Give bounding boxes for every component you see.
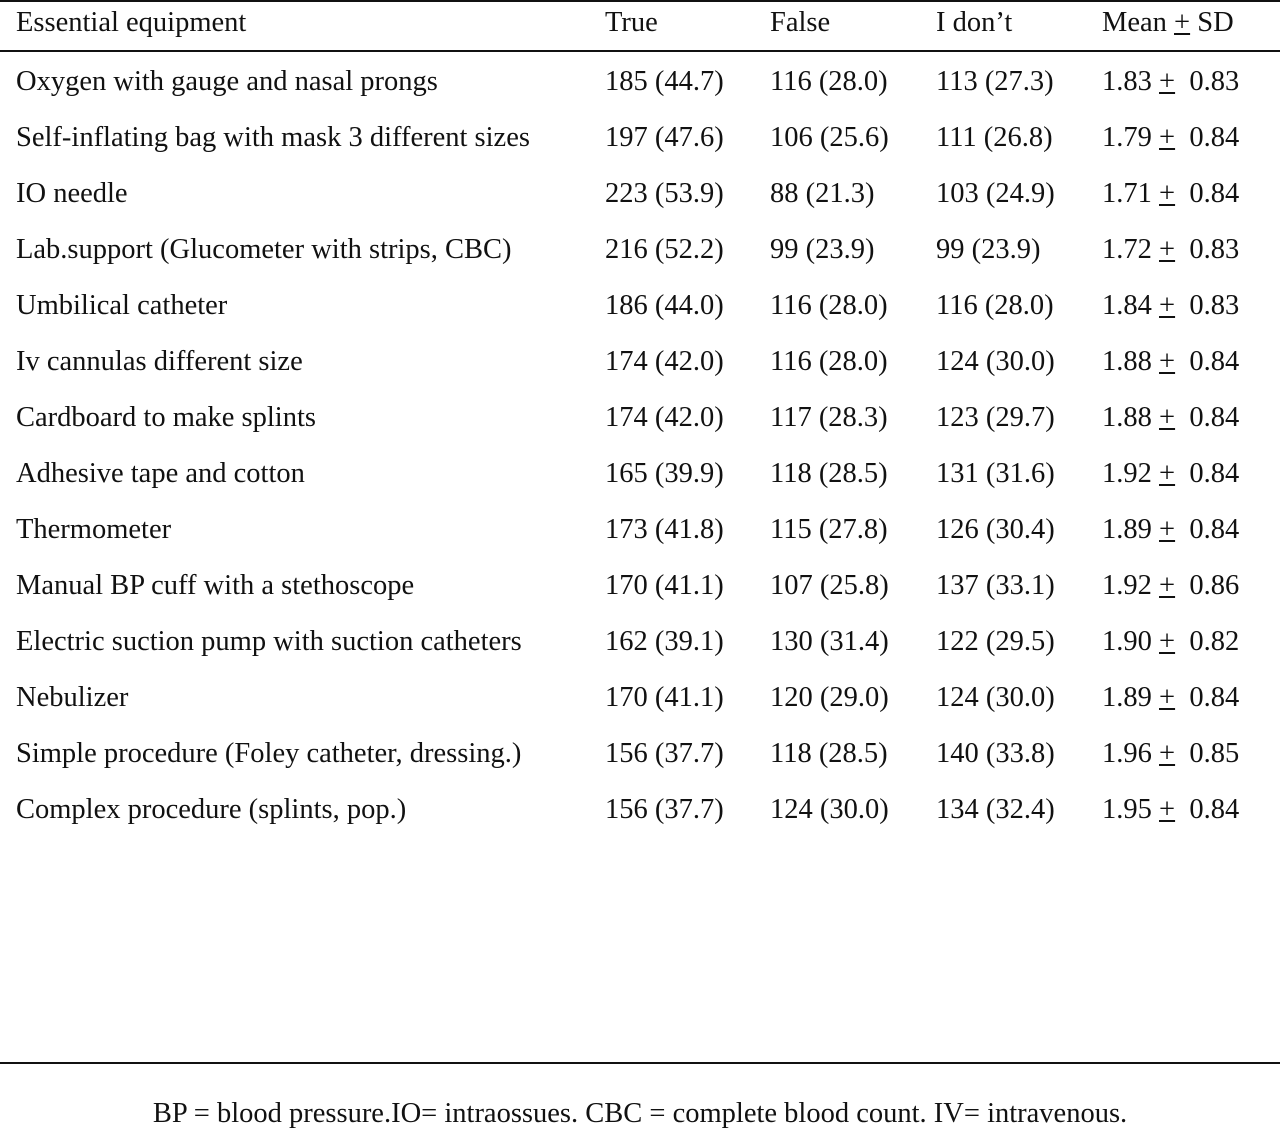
dont-know-cell: 131 (31.6) xyxy=(936,458,1055,489)
true-cell: 216 (52.2) xyxy=(605,234,724,265)
table-row xyxy=(0,726,1280,782)
header-true: True xyxy=(605,7,658,38)
table-row xyxy=(0,446,1280,502)
false-cell: 118 (28.5) xyxy=(770,738,888,769)
true-cell: 156 (37.7) xyxy=(605,738,724,769)
header-mean-sd xyxy=(1084,0,1280,50)
mean-sd-cell xyxy=(1084,390,1280,446)
mean-sd-cell xyxy=(1084,502,1280,558)
false-cell: 115 (27.8) xyxy=(770,514,888,545)
plus-minus-sign: + xyxy=(1159,402,1176,433)
equipment-label: IO needle xyxy=(16,178,128,209)
mean-sd-cell xyxy=(1084,782,1280,838)
table-row xyxy=(0,502,1280,558)
equipment-label: Cardboard to make splints xyxy=(16,402,316,433)
mean-sd-cell xyxy=(1084,446,1280,502)
equipment-cell xyxy=(0,166,588,222)
dont-know-cell: 140 (33.8) xyxy=(936,738,1055,769)
dont-know-cell: 123 (29.7) xyxy=(936,402,1055,433)
mean-value: 1.88 xyxy=(1102,346,1152,377)
true-cell: 174 (42.0) xyxy=(605,346,724,377)
equipment-label: Umbilical catheter xyxy=(16,290,228,321)
plus-minus-sign: + xyxy=(1159,346,1176,377)
header-essential-equipment: Essential equipment xyxy=(16,7,247,38)
sd-value: 0.84 xyxy=(1189,682,1240,713)
mean-value: 1.92 xyxy=(1102,458,1152,489)
true-cell: 223 (53.9) xyxy=(605,178,724,209)
mean-value: 1.92 xyxy=(1102,570,1152,601)
plus-minus-sign: + xyxy=(1159,66,1176,97)
dont-know-cell: 116 (28.0) xyxy=(936,290,1054,321)
false-cell: 124 (30.0) xyxy=(770,794,889,825)
table-footnote: BP = blood pressure.IO= intraossues. CBC = complete blood count. IV= intravenous. xyxy=(152,1098,1128,1129)
header-mean: Mean xyxy=(1102,7,1167,38)
equipment-cell xyxy=(0,502,588,558)
sd-value: 0.83 xyxy=(1189,234,1240,265)
sd-value: 0.86 xyxy=(1189,570,1240,601)
sd-value: 0.84 xyxy=(1189,514,1240,545)
table-row xyxy=(0,166,1280,222)
true-cell: 156 (37.7) xyxy=(605,794,724,825)
mean-sd-cell xyxy=(1084,278,1280,334)
equipment-cell xyxy=(0,558,588,614)
equipment-cell xyxy=(0,726,588,782)
header-false: False xyxy=(770,7,831,38)
mean-sd-cell xyxy=(1084,558,1280,614)
mean-value: 1.84 xyxy=(1102,290,1152,321)
mean-value: 1.89 xyxy=(1102,514,1152,545)
equipment-cell xyxy=(0,670,588,726)
table-bottom-rule xyxy=(0,1062,1280,1064)
mean-value: 1.90 xyxy=(1102,626,1152,657)
header-dont-know: I don’t xyxy=(936,7,1013,38)
false-cell: 88 (21.3) xyxy=(770,178,875,209)
dont-know-cell: 134 (32.4) xyxy=(936,794,1055,825)
mean-sd-cell xyxy=(1084,110,1280,166)
false-cell: 107 (25.8) xyxy=(770,570,889,601)
equipment-cell xyxy=(0,278,588,334)
plus-minus-sign: + xyxy=(1159,122,1176,153)
true-cell: 173 (41.8) xyxy=(605,514,724,545)
equipment-label: Simple procedure (Foley catheter, dressing.) xyxy=(16,738,522,769)
mean-value: 1.71 xyxy=(1102,178,1152,209)
false-cell: 106 (25.6) xyxy=(770,122,889,153)
equipment-label: Thermometer xyxy=(16,514,172,545)
mean-value: 1.72 xyxy=(1102,234,1152,265)
equipment-cell xyxy=(0,334,588,390)
plus-minus-sign: + xyxy=(1159,514,1176,545)
plus-minus-sign: + xyxy=(1159,458,1176,489)
mean-value: 1.89 xyxy=(1102,682,1152,713)
equipment-cell xyxy=(0,50,588,110)
table-row xyxy=(0,110,1280,166)
plus-minus-sign: + xyxy=(1159,178,1176,209)
sd-value: 0.85 xyxy=(1189,738,1240,769)
false-cell: 116 (28.0) xyxy=(770,290,888,321)
sd-value: 0.84 xyxy=(1189,458,1240,489)
sd-value: 0.83 xyxy=(1189,66,1240,97)
header-plus-minus: + xyxy=(1174,7,1191,38)
dont-know-cell: 113 (27.3) xyxy=(936,66,1054,97)
dont-know-cell: 99 (23.9) xyxy=(936,234,1041,265)
dont-know-cell: 124 (30.0) xyxy=(936,682,1055,713)
equipment-label: Electric suction pump with suction catheters xyxy=(16,626,522,657)
mean-value: 1.88 xyxy=(1102,402,1152,433)
table-row xyxy=(0,670,1280,726)
true-cell: 197 (47.6) xyxy=(605,122,724,153)
table-row xyxy=(0,222,1280,278)
equipment-label: Adhesive tape and cotton xyxy=(16,458,305,489)
equipment-label: Lab.support (Glucometer with strips, CBC) xyxy=(16,234,512,265)
table-row xyxy=(0,278,1280,334)
sd-value: 0.84 xyxy=(1189,122,1240,153)
sd-value: 0.84 xyxy=(1189,178,1240,209)
dont-know-cell: 111 (26.8) xyxy=(936,122,1053,153)
table-header-row xyxy=(0,0,1280,50)
false-cell: 116 (28.0) xyxy=(770,66,888,97)
mean-value: 1.96 xyxy=(1102,738,1152,769)
false-cell: 118 (28.5) xyxy=(770,458,888,489)
sd-value: 0.84 xyxy=(1189,346,1240,377)
plus-minus-sign: + xyxy=(1159,570,1176,601)
table-row xyxy=(0,782,1280,838)
equipment-cell xyxy=(0,614,588,670)
equipment-label: Complex procedure (splints, pop.) xyxy=(16,794,407,825)
mean-sd-cell xyxy=(1084,726,1280,782)
mean-sd-cell xyxy=(1084,670,1280,726)
mean-value: 1.83 xyxy=(1102,66,1152,97)
equipment-cell xyxy=(0,390,588,446)
equipment-cell xyxy=(0,782,588,838)
true-cell: 174 (42.0) xyxy=(605,402,724,433)
table-row xyxy=(0,390,1280,446)
equipment-label: Iv cannulas different size xyxy=(16,346,303,377)
mean-value: 1.79 xyxy=(1102,122,1152,153)
false-cell: 99 (23.9) xyxy=(770,234,875,265)
true-cell: 162 (39.1) xyxy=(605,626,724,657)
dont-know-cell: 124 (30.0) xyxy=(936,346,1055,377)
table-row xyxy=(0,614,1280,670)
header-sd: SD xyxy=(1197,7,1234,38)
equipment-label: Manual BP cuff with a stethoscope xyxy=(16,570,415,601)
plus-minus-sign: + xyxy=(1159,234,1176,265)
plus-minus-sign: + xyxy=(1159,290,1176,321)
false-cell: 130 (31.4) xyxy=(770,626,889,657)
mean-value: 1.95 xyxy=(1102,794,1152,825)
table-row xyxy=(0,558,1280,614)
true-cell: 170 (41.1) xyxy=(605,682,724,713)
table-row xyxy=(0,50,1280,110)
true-cell: 170 (41.1) xyxy=(605,570,724,601)
equipment-label: Nebulizer xyxy=(16,682,129,713)
equipment-cell xyxy=(0,222,588,278)
false-cell: 120 (29.0) xyxy=(770,682,889,713)
sd-value: 0.82 xyxy=(1189,626,1240,657)
mean-sd-cell xyxy=(1084,50,1280,110)
mean-sd-cell xyxy=(1084,614,1280,670)
plus-minus-sign: + xyxy=(1159,738,1176,769)
sd-value: 0.84 xyxy=(1189,794,1240,825)
dont-know-cell: 103 (24.9) xyxy=(936,178,1055,209)
equipment-cell xyxy=(0,446,588,502)
false-cell: 117 (28.3) xyxy=(770,402,888,433)
sd-value: 0.83 xyxy=(1189,290,1240,321)
dont-know-cell: 122 (29.5) xyxy=(936,626,1055,657)
dont-know-cell: 126 (30.4) xyxy=(936,514,1055,545)
mean-sd-cell xyxy=(1084,166,1280,222)
plus-minus-sign: + xyxy=(1159,682,1176,713)
true-cell: 165 (39.9) xyxy=(605,458,724,489)
false-cell: 116 (28.0) xyxy=(770,346,888,377)
equipment-label: Self-inflating bag with mask 3 different sizes xyxy=(16,122,530,153)
equipment-label: Oxygen with gauge and nasal prongs xyxy=(16,66,438,97)
mean-sd-cell xyxy=(1084,334,1280,390)
true-cell: 185 (44.7) xyxy=(605,66,724,97)
equipment-cell xyxy=(0,110,588,166)
mean-sd-cell xyxy=(1084,222,1280,278)
table-row xyxy=(0,334,1280,390)
plus-minus-sign: + xyxy=(1159,626,1176,657)
true-cell: 186 (44.0) xyxy=(605,290,724,321)
plus-minus-sign: + xyxy=(1159,794,1176,825)
sd-value: 0.84 xyxy=(1189,402,1240,433)
dont-know-cell: 137 (33.1) xyxy=(936,570,1055,601)
